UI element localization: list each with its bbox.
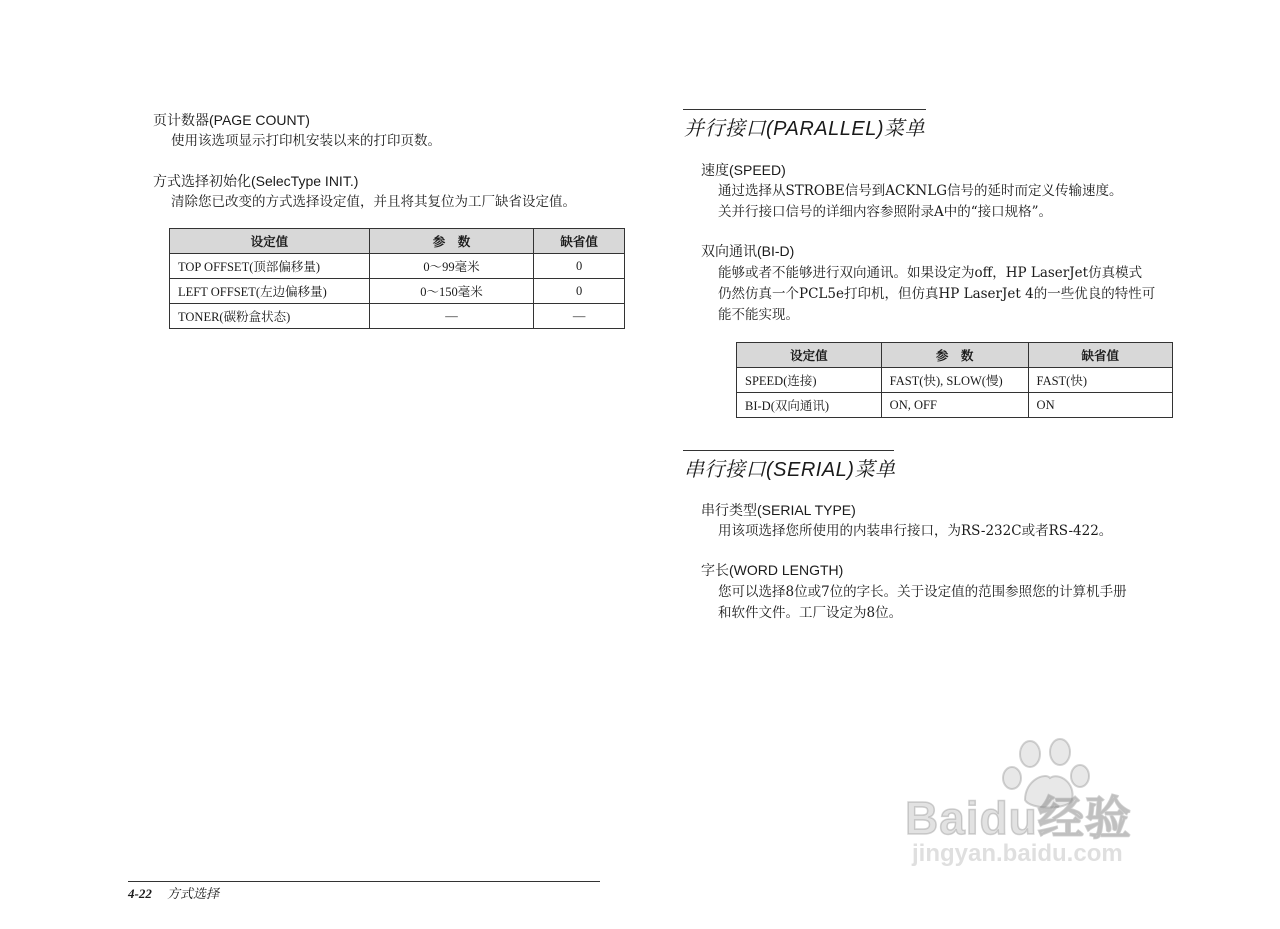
parallel-menu-heading: 并行接口(PARALLEL)菜单 [684, 118, 926, 140]
cell-setting: TOP OFFSET(顶部偏移量) [170, 254, 370, 279]
cell-param: FAST(快), SLOW(慢) [881, 368, 1028, 393]
table-row [737, 368, 1173, 393]
page-count-desc: 使用该选项显示打印机安装以来的打印页数。 [171, 133, 441, 149]
col-header-param: 参 数 [369, 229, 533, 254]
cell-default: 0 [534, 279, 625, 304]
serial-type-title: 串行类型(SERIAL TYPE) [701, 502, 856, 518]
bi-d-desc-line-3: 能不能实现。 [718, 307, 799, 323]
offset-settings-table [169, 228, 625, 329]
page-number: 4-22 [128, 886, 152, 901]
watermark-url: jingyan.baidu.com [912, 840, 1123, 867]
table-header-row [737, 343, 1173, 368]
word-length-desc-line-2: 和软件文件。工厂设定为8位。 [718, 605, 903, 621]
watermark-logo-text: Baidu经验 [905, 792, 1132, 844]
parallel-settings-table [736, 342, 1173, 418]
serial-type-desc: 用该项选择您所使用的内装串行接口，为RS-232C或者RS-422。 [718, 523, 1113, 539]
cell-setting: BI-D(双向通讯) [737, 393, 882, 418]
serial-menu-heading: 串行接口(SERIAL)菜单 [684, 459, 896, 481]
cell-default: FAST(快) [1028, 368, 1172, 393]
speed-desc-line-1: 通过选择从STROBE信号到ACKNLG信号的延时而定义传输速度。 [718, 183, 1123, 199]
cell-setting: TONER(碳粉盒状态) [170, 304, 370, 329]
cell-setting: LEFT OFFSET(左边偏移量) [170, 279, 370, 304]
table-row [170, 279, 625, 304]
cell-param: 0～99毫米 [369, 254, 533, 279]
page-footer [128, 883, 219, 902]
cell-param: — [369, 304, 533, 329]
col-header-setting: 设定值 [170, 229, 370, 254]
page-count-title: 页计数器(PAGE COUNT) [153, 112, 310, 128]
selectype-init-desc: 清除您已改变的方式选择设定值，并且将其复位为工厂缺省设定值。 [171, 194, 576, 210]
cell-default: 0 [534, 254, 625, 279]
footer-section: 方式选择 [166, 886, 219, 901]
table-row [170, 254, 625, 279]
speed-desc-line-2: 关并行接口信号的详细内容参照附录A中的“接口规格”。 [718, 204, 1053, 220]
footer-rule [128, 881, 600, 882]
word-length-desc-line-1: 您可以选择8位或7位的字长。关于设定值的范围参照您的计算机手册 [718, 584, 1127, 600]
parallel-heading-rule [683, 109, 926, 110]
serial-heading-rule [683, 450, 894, 451]
bi-d-title: 双向通讯(BI-D) [701, 243, 795, 259]
word-length-title: 字长(WORD LENGTH) [701, 562, 844, 578]
cell-default: ON [1028, 393, 1172, 418]
table-header-row [170, 229, 625, 254]
bi-d-desc-line-1: 能够或者不能够进行双向通讯。如果设定为off，HP LaserJet仿真模式 [718, 265, 1143, 281]
cell-default: — [534, 304, 625, 329]
speed-title: 速度(SPEED) [701, 162, 786, 178]
selectype-init-title: 方式选择初始化(SelecType INIT.) [153, 173, 359, 189]
bi-d-desc-line-2: 仍然仿真一个PCL5e打印机，但仿真HP LaserJet 4的一些优良的特性可 [718, 286, 1156, 302]
col-header-param: 参 数 [881, 343, 1028, 368]
cell-setting: SPEED(连接) [737, 368, 882, 393]
col-header-setting: 设定值 [737, 343, 882, 368]
table-row [170, 304, 625, 329]
cell-param: ON, OFF [881, 393, 1028, 418]
table-row [737, 393, 1173, 418]
col-header-default: 缺省值 [534, 229, 625, 254]
col-header-default: 缺省值 [1028, 343, 1172, 368]
cell-param: 0～150毫米 [369, 279, 533, 304]
